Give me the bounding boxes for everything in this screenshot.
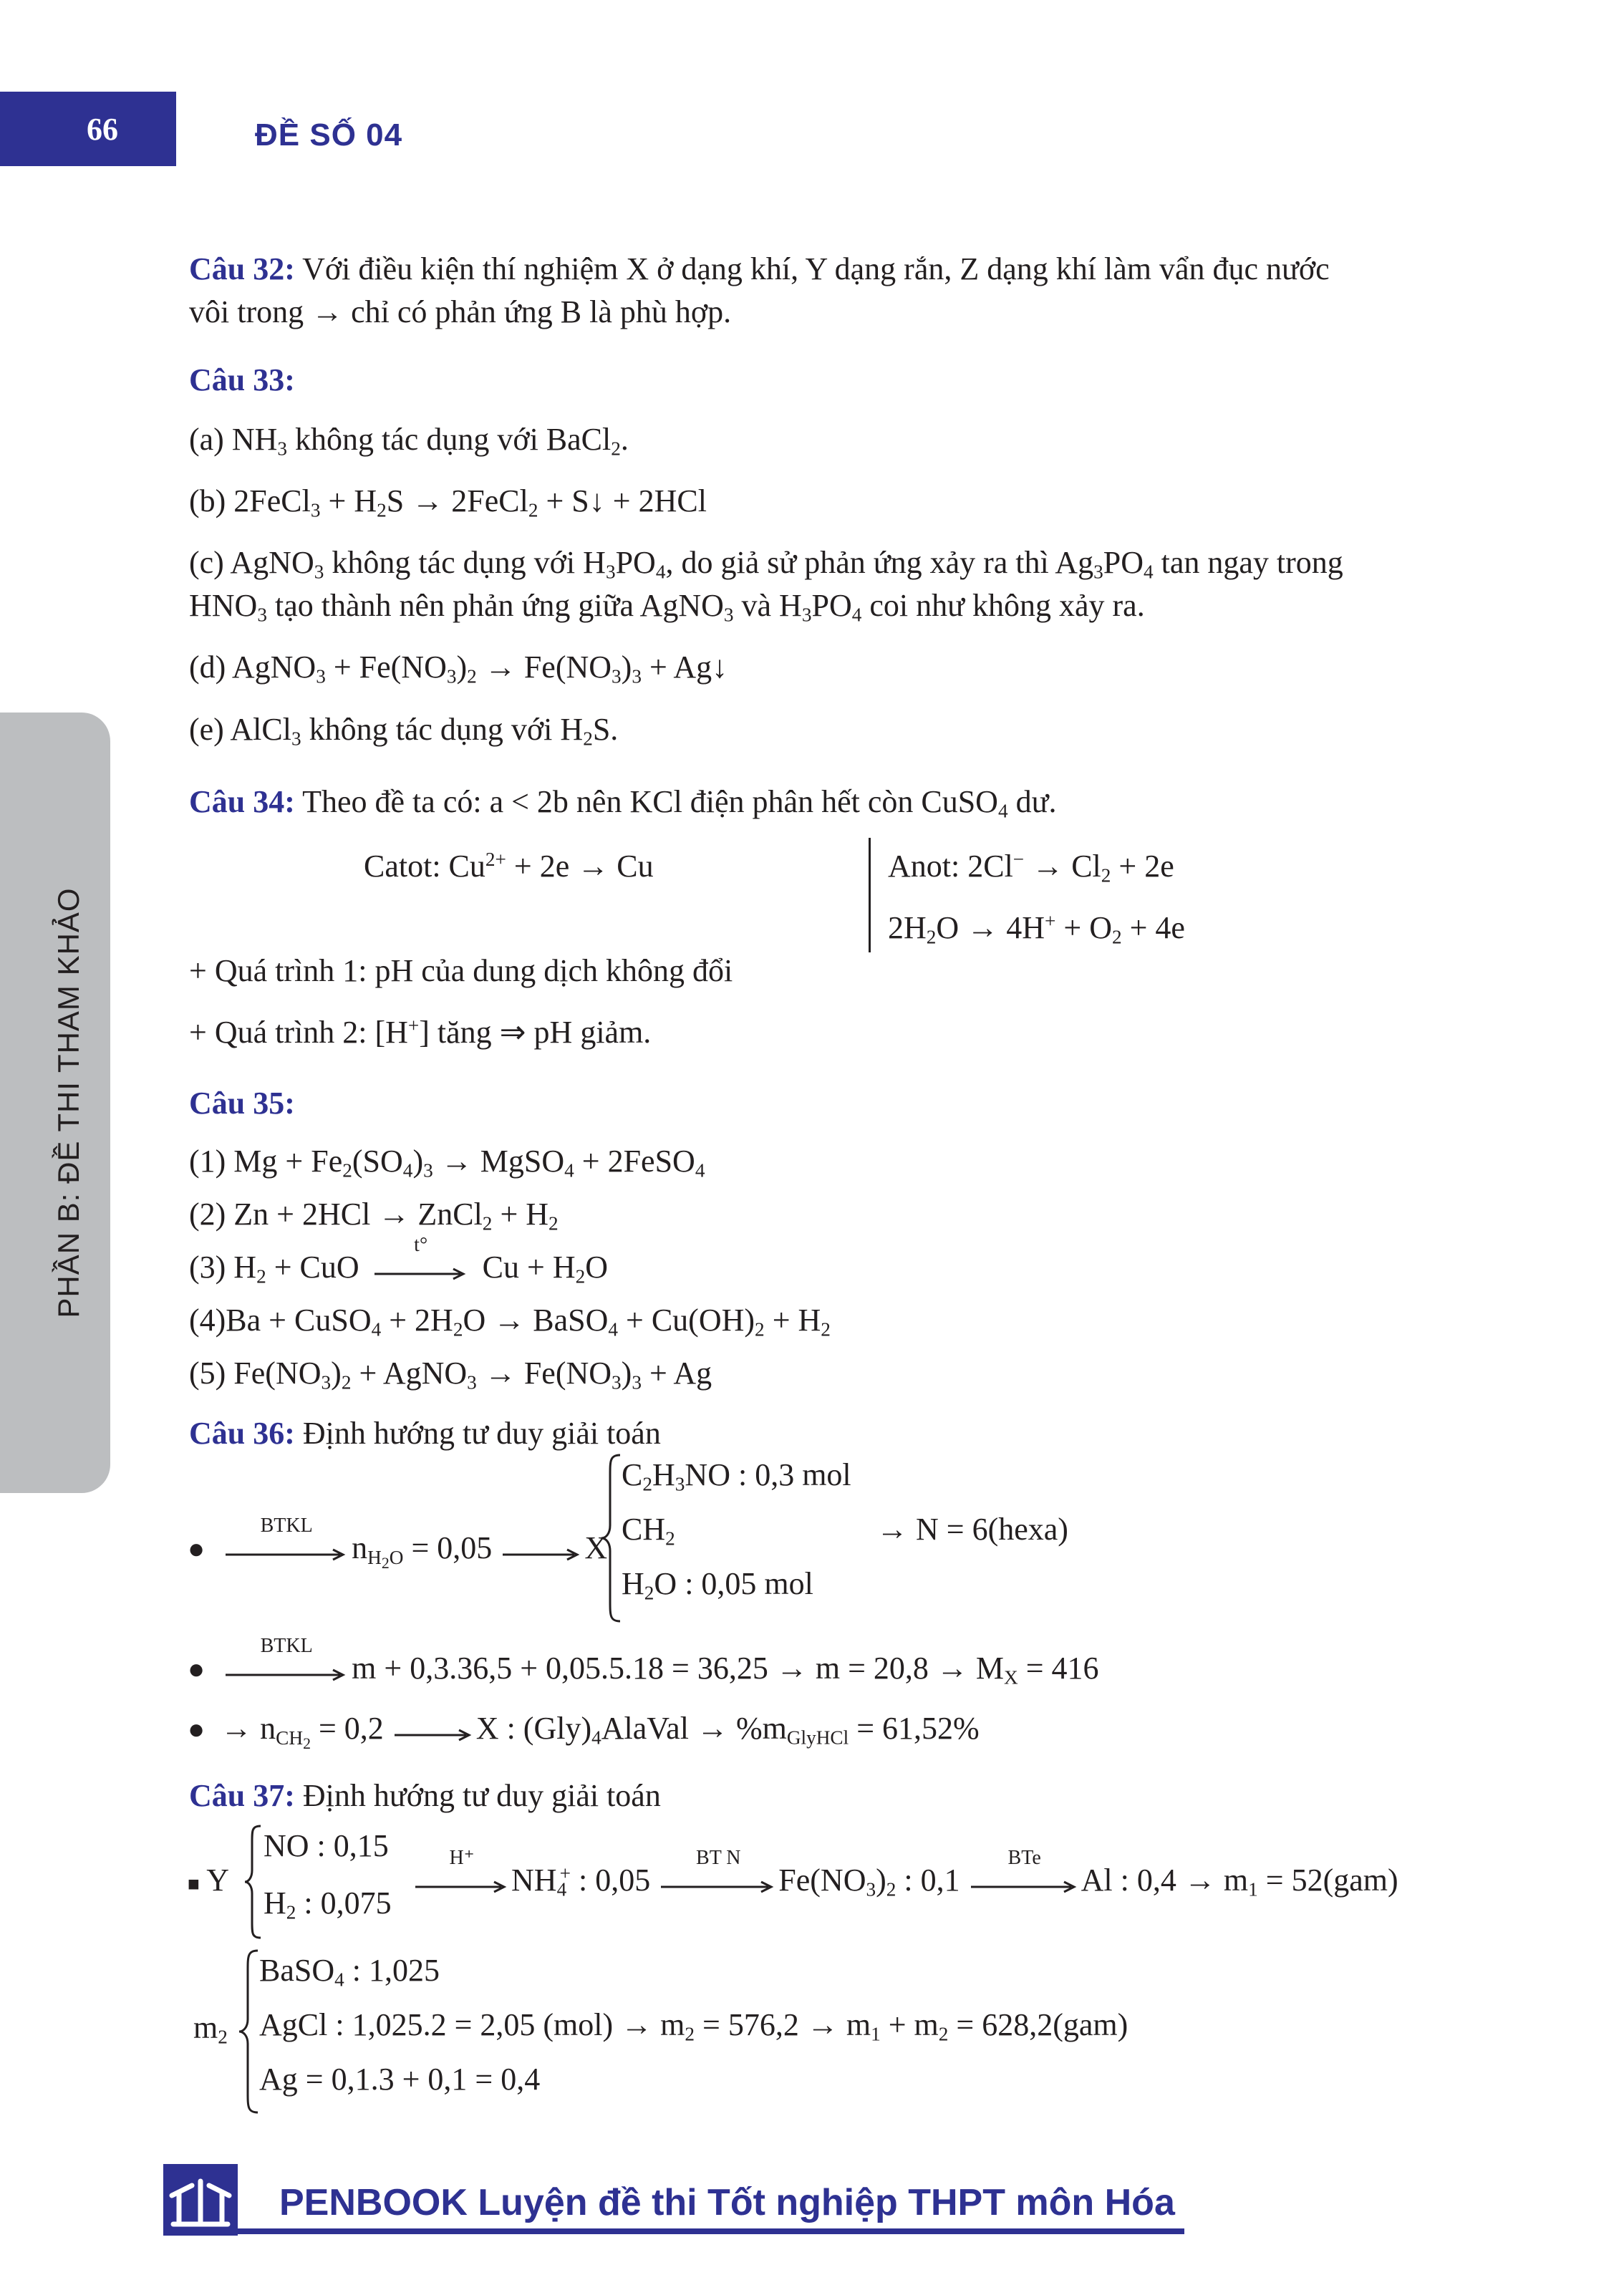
q33-a: (a) $NH_3$ không tác dụng với BaCl$_2$. — [189, 422, 629, 460]
q35-r5: (5) $Fe(NO_3)_2$ + AgNO$_3$ → $Fe(NO_3)_3 + Ag$ — [189, 1356, 712, 1394]
q33-b: (b) 2FeCl$_3$ + $H_2S$ → 2FeCl$_2$ + S↓ + 2HCl — [189, 483, 707, 521]
page-title: ĐỀ SỐ 04 — [255, 117, 403, 153]
q37-heading: Câu 37: Định hướng tư duy giải toán — [189, 1778, 661, 1813]
q36-line1: ● BTKL $n_{H_2O} = 0,05$ X — [188, 1514, 608, 1572]
q36-system-brace — [600, 1454, 622, 1623]
q36-system-2: $CH_2$ — [622, 1512, 675, 1550]
q33-c1: (c) AgNO$_3$ không tác dụng với $H_3PO_4$, do giả sử phản ứng xảy ra thì $Ag_3PO_4$ tan ngay trong — [189, 545, 1343, 583]
heat-arrow: t° — [374, 1260, 468, 1281]
q32-line2: vôi trong → chỉ có phản ứng B là phù hợp. — [189, 294, 732, 329]
q37-m2-brace — [238, 1949, 259, 2114]
q36-result-1: → N = 6(hexa) — [876, 1512, 1068, 1547]
q36-line3: ● → $n_{CH_2} = 0,2$ X : $(Gly)_4AlaVal \to \%m_{GlyHCl} = 61,52\%$ — [188, 1711, 980, 1752]
q34-divider — [869, 838, 871, 952]
q34-cathode: Catot: $Cu^{2+} + 2e \to Cu$ — [364, 849, 654, 884]
q33-d: (d) AgNO$_3$ + $Fe(NO_3)_2 \to Fe(NO_3)_3$ + Ag↓ — [189, 649, 728, 687]
q36-line2: ● BTKL $m + 0,3.36,5 + 0,05.5.18 = 36,25 \to m = 20,8 \to M_X = 416$ — [188, 1634, 1099, 1689]
q37-y: ■ Y — [188, 1863, 230, 1898]
q34-process-2: + Quá trình 2: [H+] tăng ⇒ pH giảm. — [189, 1015, 652, 1050]
q35-r1: (1) $Mg + Fe_2(SO_4)_3$ → MgSO$_4$ + 2FeSO$_4$ — [189, 1144, 705, 1182]
q36-system-3: $H_2O$ : 0,05 mol — [622, 1566, 813, 1604]
q36-heading: Câu 36: Định hướng tư duy giải toán — [189, 1416, 661, 1451]
penbook-logo — [163, 2164, 238, 2236]
q33-label: Câu 33: — [189, 362, 295, 397]
q35-r2: (2) Zn + 2HCl → ZnCl$_2$ + $H_2$ — [189, 1197, 559, 1235]
q34-intro: Câu 34: Theo đề ta có: a < 2b nên KCl điện phân hết còn CuSO$_4$ dư. — [189, 784, 1057, 822]
penbook-logo-icon — [163, 2164, 238, 2236]
q37-y1: NO : 0,15 — [264, 1828, 389, 1863]
q35-label: Câu 35: — [189, 1086, 295, 1121]
side-tab-label: PHẦN B: ĐỀ THI THAM KHẢO — [52, 887, 85, 1318]
q32-line1: Câu 32: Với điều kiện thí nghiệm X ở dạng khí, Y dạng rắn, Z dạng khí làm vẩn đục nước — [189, 251, 1330, 286]
q35-r3: (3) $H_2$ + CuO t° $Cu + H_2O$ — [189, 1233, 609, 1288]
footer-rule — [238, 2228, 1184, 2234]
q37-m2-row2: AgCl : 1,025.2 = 2,05 $(mol) \to m_2 = 576,2 \to m_1 + m_2 = 628,2(gam)$ — [259, 2007, 1128, 2045]
q37-y-brace — [243, 1825, 262, 1939]
q34-anode-1: Anot: $2Cl^- \to Cl_2 + 2e$ — [888, 849, 1174, 887]
q35-r4: (4)Ba + CuSO$_4$ + $2H_2O$ → BaSO$_4$ + $Cu(OH)_2 + H_2$ — [189, 1303, 831, 1341]
q37-y2: $H_2$ : 0,075 — [264, 1885, 392, 1923]
q33-c2: $HNO_3$ tạo thành nên phản ứng giữa AgNO$_3$ và $H_3PO_4$ coi như không xảy ra. — [189, 588, 1145, 626]
q34-process-1: + Quá trình 1: pH của dung dịch không đổi — [189, 953, 733, 988]
q37-m2-row3: Ag = 0,1.3 + 0,1 = 0,4 — [259, 2062, 541, 2097]
q37-m2: $m_2$ — [193, 2010, 228, 2048]
q37-chain: H⁺ $NH_4^+$ : 0,05 BT N $Fe(NO_3)_2$ : 0,1 BTe Al : $0,4 \to m_1 = 52(gam)$ — [449, 1846, 1398, 1900]
page-number: 66 — [0, 92, 176, 166]
q33-e: (e) AlCl$_3$ không tác dụng với $H_2S$. — [189, 712, 619, 750]
footer-title: PENBOOK Luyện đề thi Tốt nghiệp THPT môn Hóa — [279, 2182, 1175, 2223]
q36-system-1: $C_2H_3NO$ : 0,3 mol — [622, 1457, 851, 1495]
q34-anode-2: $2H_2O \to 4H^+ + O_2 + 4e$ — [888, 910, 1185, 948]
q37-m2-row1: BaSO$_4$ : 1,025 — [259, 1953, 440, 1991]
